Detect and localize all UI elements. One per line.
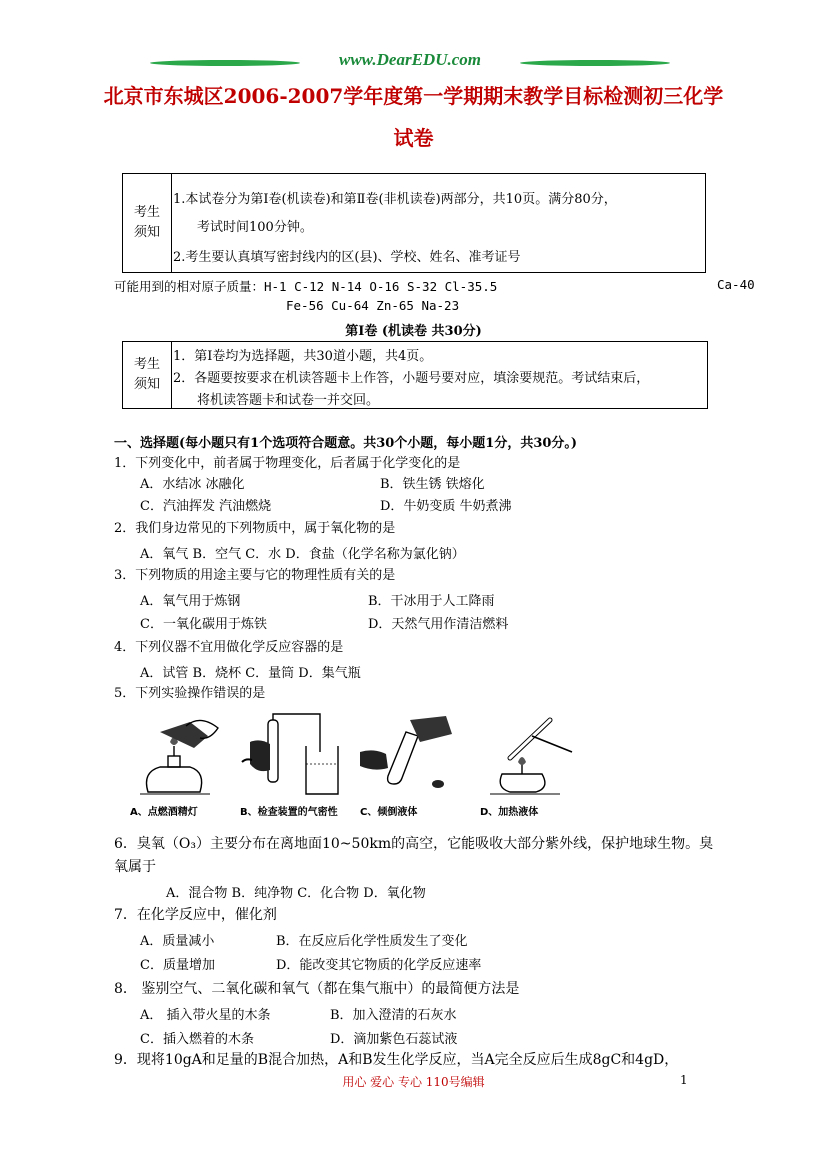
site-url: www.DearEDU.com xyxy=(339,50,481,69)
q1-option-c: C．汽油挥发 汽油燃烧 xyxy=(140,499,272,514)
q3-option-b: B．干冰用于人工降雨 xyxy=(368,594,495,609)
q8-option-b: B．加入澄清的石灰水 xyxy=(330,1008,457,1023)
notice-box-2 xyxy=(122,341,708,409)
section1-heading: 一、选择题(每小题只有1个选项符合题意。共30个小题，每小题1分，共30分。) xyxy=(114,436,578,451)
q9-stem: 9．现将10gA和足量的B混合加热，A和B发生化学反应，当A完全反应后生成8gC和4gD， xyxy=(114,1052,679,1068)
figure-d-caption: D、加热液体 xyxy=(480,807,539,818)
q8-option-c: C．插入燃着的木条 xyxy=(140,1032,254,1047)
q3-stem: 3．下列物质的用途主要与它的物理性质有关的是 xyxy=(114,568,396,583)
q3-option-a: A．氧气用于炼钢 xyxy=(140,594,241,609)
q6-line1: 6．臭氧（O₃）主要分布在离地面10~50km的高空，它能吸收大部分紫外线，保护地球生物。臭 xyxy=(114,836,714,852)
q7-option-c: C．质量增加 xyxy=(140,958,215,973)
q1-stem: 1．下列变化中，前者属于物理变化，后者属于化学变化的是 xyxy=(114,456,461,471)
notice1-item1b: 考试时间100分钟。 xyxy=(197,220,313,235)
atomic-mass-line2: Fe-56 Cu-64 Zn-65 Na-23 xyxy=(286,298,460,313)
q3-option-c: C．一氧化碳用于炼铁 xyxy=(140,617,267,632)
q6-line2: 氧属于 xyxy=(114,859,156,875)
airtightness-apparatus-icon xyxy=(240,712,350,802)
figure-a xyxy=(130,712,240,818)
atomic-mass-ca: Ca-40 xyxy=(717,277,755,292)
q7-stem: 7．在化学反应中，催化剂 xyxy=(114,907,277,923)
q4-options: A．试管 B．烧杯 C．量筒 D．集气瓶 xyxy=(140,666,361,681)
notice-label-2: 考生 须知 xyxy=(123,342,172,408)
part1-title: 第Ⅰ卷 (机读卷 共30分) xyxy=(345,324,482,339)
notice1-item1a: 1.本试卷分为第Ⅰ卷(机读卷)和第Ⅱ卷(非机读卷)两部分，共10页。满分80分， xyxy=(173,192,617,207)
q3-option-d: D．天然气用作清洁燃料 xyxy=(368,617,509,632)
q7-option-b: B．在反应后化学性质发生了变化 xyxy=(276,934,468,949)
q1-option-b: B．铁生锈 铁熔化 xyxy=(380,477,485,492)
page-number: 1 xyxy=(680,1073,688,1087)
figure-a-caption: A、点燃酒精灯 xyxy=(130,807,198,818)
figure-d xyxy=(480,712,590,818)
alcohol-lamp-icon xyxy=(130,712,240,802)
q2-options: A．氧气 B．空气 C．水 D．食盐（化学名称为氯化钠） xyxy=(140,547,465,562)
atomic-mass-line1: 可能用到的相对原子质量：H-1 C-12 N-14 O-16 S-32 Cl-35.5 xyxy=(114,279,498,294)
site-logo xyxy=(150,50,670,76)
q6-options: A．混合物 B．纯净物 C．化合物 D．氧化物 xyxy=(166,886,426,901)
q4-stem: 4．下列仪器不宜用做化学反应容器的是 xyxy=(114,640,344,655)
q2-stem: 2．我们身边常见的下列物质中，属于氧化物的是 xyxy=(114,521,396,536)
q5-stem: 5．下列实验操作错误的是 xyxy=(114,686,266,701)
footer-text: 用心 爱心 专心 110号编辑 xyxy=(342,1075,485,1089)
notice2-item2: 2．各题要按要求在机读答题卡上作答，小题号要对应，填涂要规范。考试结束后， xyxy=(173,371,650,386)
figure-b xyxy=(240,712,350,818)
notice-box-1 xyxy=(122,173,706,273)
q8-option-d: D．滴加紫色石蕊试液 xyxy=(330,1032,458,1047)
pouring-liquid-icon xyxy=(360,712,470,802)
figure-c-caption: C、倾倒液体 xyxy=(360,807,418,818)
q1-option-d: D．牛奶变质 牛奶煮沸 xyxy=(380,499,512,514)
exam-title-line2: 试卷 xyxy=(393,126,434,150)
q1-option-a: A．水结冰 冰融化 xyxy=(140,477,245,492)
q8-option-a: A． 插入带火星的木条 xyxy=(140,1008,271,1023)
notice-label-1: 考生 须知 xyxy=(123,174,172,272)
exam-title-line1: 北京市东城区2006-2007学年度第一学期期末教学目标检测初三化学 xyxy=(103,84,724,108)
figure-c xyxy=(360,712,470,818)
q7-option-a: A．质量减小 xyxy=(140,934,215,949)
notice2-item3: 将机读答题卡和试卷一并交回。 xyxy=(197,393,380,408)
figure-b-caption: B、检查装置的气密性 xyxy=(240,807,338,818)
q7-option-d: D．能改变其它物质的化学反应速率 xyxy=(276,958,482,973)
q5-figures xyxy=(130,712,570,818)
q8-stem: 8． 鉴别空气、二氧化碳和氧气（都在集气瓶中）的最简便方法是 xyxy=(114,981,520,997)
notice2-item1: 1．第Ⅰ卷均为选择题，共30道小题，共4页。 xyxy=(173,349,433,364)
heating-liquid-icon xyxy=(480,712,590,802)
notice1-item2: 2.考生要认真填写密封线内的区(县)、学校、姓名、准考证号 xyxy=(173,250,521,265)
